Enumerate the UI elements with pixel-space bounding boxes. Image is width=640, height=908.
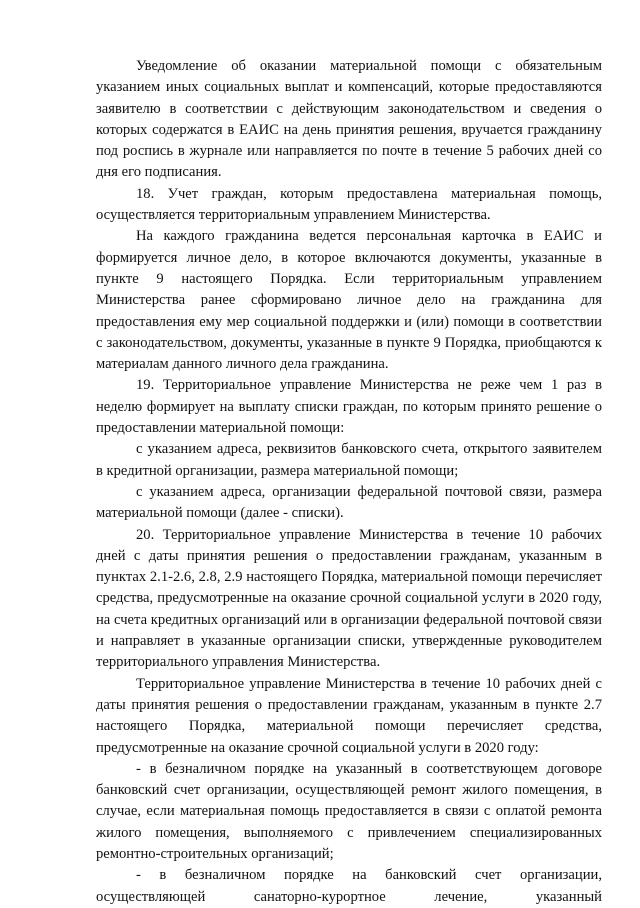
paragraph-sanatorium-transfer: - в безналичном порядке на банковский счет организации, осуществляющей санаторно-курортное лечение, указанный <box>96 867 602 905</box>
paragraph-list-bank: с указанием адреса, реквизитов банковского счета, открытого заявителем в кредитной организации, размера материальной помощи; <box>96 441 602 479</box>
document-text <box>96 56 602 908</box>
paragraph-item-2-7-transfer: Территориальное управление Министерства в течение 10 рабочих дней с даты принятия решения о предоставлении гражданам, указанным в пункте 2.7 настоящего Порядка, материальной помощи перечисляет средства, предусмотренные на оказание срочной социальной услуги в 2020 году: <box>96 675 602 756</box>
paragraph-item-19: 19. Территориальное управление Министерства не реже чем 1 раз в неделю формирует на выплату списки граждан, по которым принято решение о предоставлении материальной помощи: <box>96 377 602 437</box>
paragraph-repair-transfer: - в безналичном порядке на указанный в соответствующем договоре банковский счет организации, осуществляющей ремонт жилого помещения, в случае, если материальная помощь предоставляется в связи с оплатой ремонта жилого помещения, выполняемого с привлечением специализированных ремонтно-строительных организаций; <box>96 760 602 862</box>
paragraph-item-18: 18. Учет граждан, которым предоставлена материальная помощь, осуществляется территориальным управлением Министерства. <box>96 185 602 224</box>
paragraph-list-post: с указанием адреса, организации федеральной почтовой связи, размера материальной помощи (далее - списки). <box>96 483 602 522</box>
paragraph-item-20: 20. Территориальное управление Министерства в течение 10 рабочих дней с даты принятия решения о предоставлении гражданам, указанным в пунктах 2.1-2.6, 2.8, 2.9 настоящего Порядка, материальной помощи перечисляет средства, предусмотренные на оказание срочной социальной услуги в 2020 году, на счета кредитных организаций или в организации федеральной почтовой связи и направляет в указанные организации списки, утвержденные руководителем территориального управления Министерства. <box>96 526 602 671</box>
paragraph-notice-delivery: Уведомление об оказании материальной помощи с обязательным указанием иных социальных выплат и компенсаций, которые предоставляются заявителю в соответствии с действующим законодательством и сведения о которых содержатся в ЕАИС на день принятия решения, вручается гражданину под роспись в журнале или направляется по почте в течение 5 рабочих дней со дня его подписания. <box>96 58 602 181</box>
paragraph-personal-card: На каждого гражданина ведется персональная карточка в ЕАИС и формируется личное дело, в которое включаются документы, указанные в пункте 9 настоящего Порядка. Если территориальным управлением Министерства ранее сформировано личное дело на гражданина для предоставления ему мер социальной поддержки и (или) помощи в соответствии с законодательством, документы, указанные в пункте 9 Порядка, приобщаются к материалам данного личного дела гражданина. <box>96 228 602 373</box>
